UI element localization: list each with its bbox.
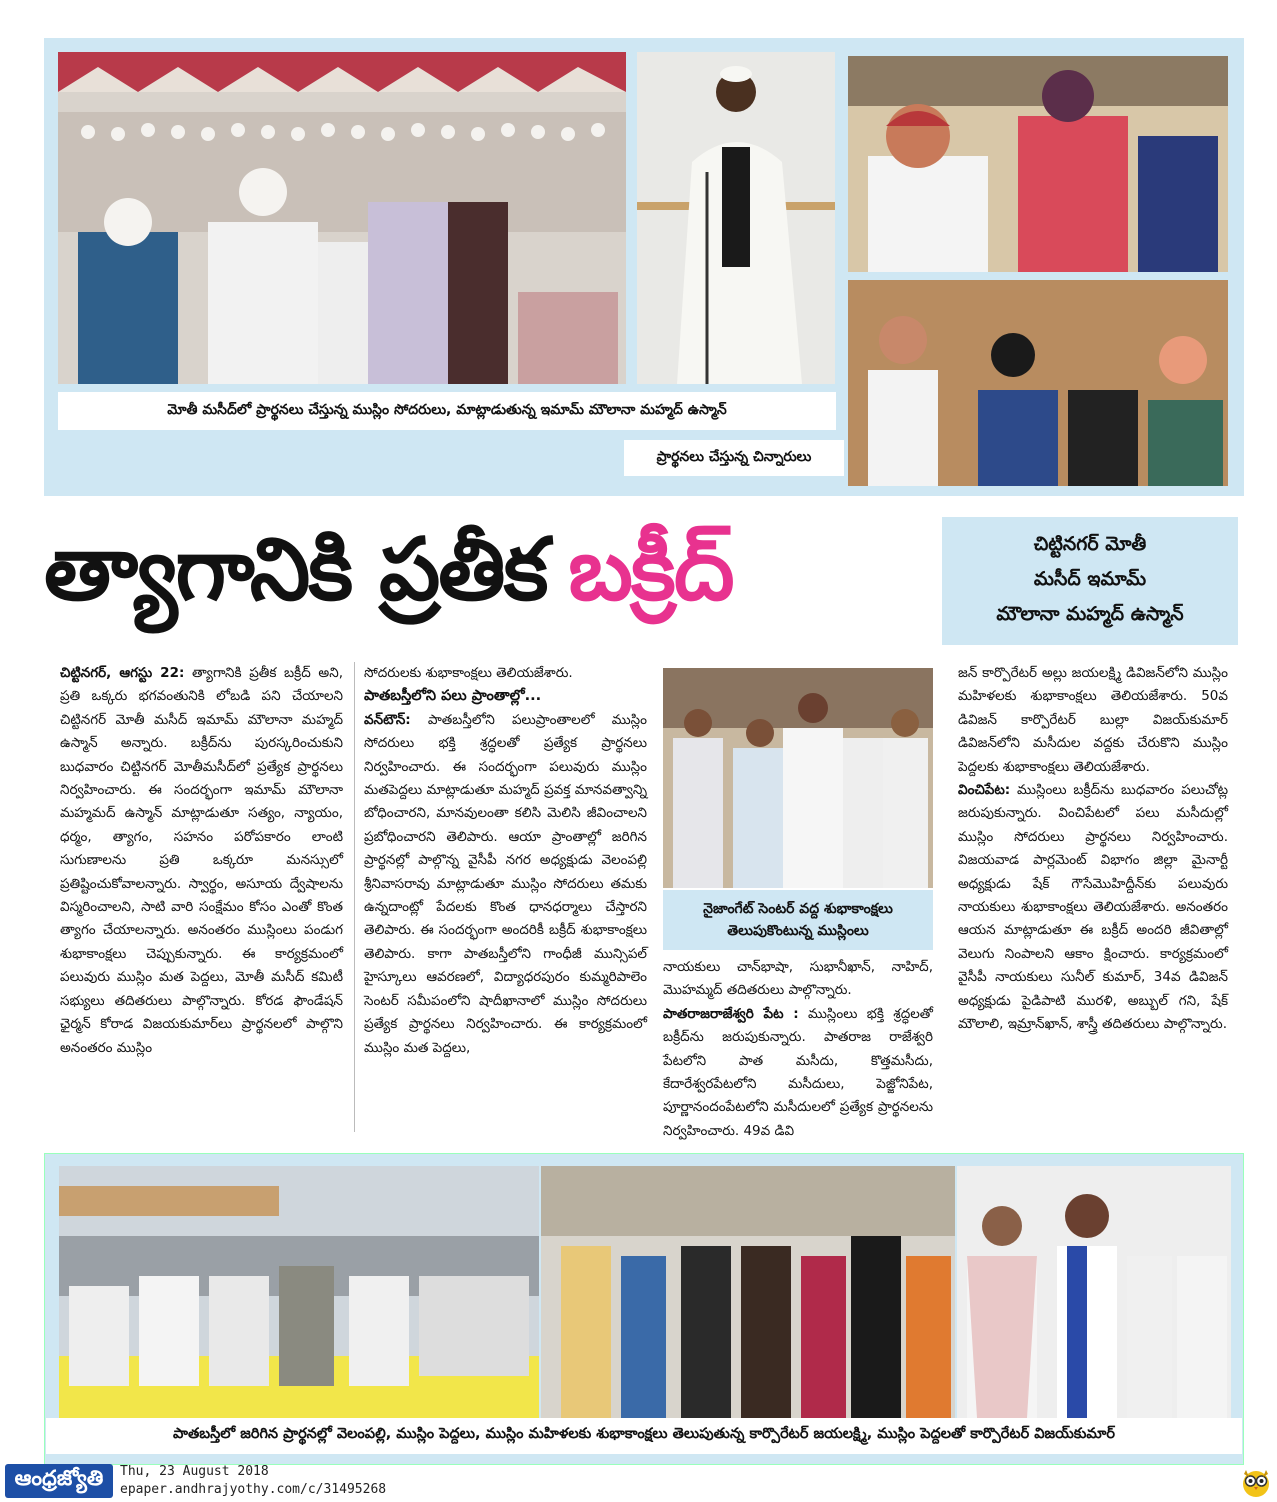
column-3-lead: నాయకులు చాన్‌భాషా, సుభానీఖాన్, నాహిద్, మొహమ్మద్ తదితరులు పాల్గొన్నారు. <box>663 959 933 999</box>
mid-photo-caption <box>663 890 933 950</box>
photo-oldcity-prayers <box>59 1166 539 1418</box>
epaper-url[interactable]: epaper.andhrajyothy.com/c/31495268 <box>120 1482 387 1497</box>
mid-caption-line-2: తెలుపుకొంటున్న ముస్లింలు <box>727 923 869 939</box>
sidebar-line-3: మౌలానా మహ్మద్ ఉస్మాన్ <box>996 602 1184 625</box>
column-2-lead: సోదరులకు శుభాకాంక్షలు తెలియజేశారు. <box>364 665 573 681</box>
photo-children-1 <box>848 56 1228 272</box>
column-1-text: త్యాగానికి ప్రతీక బక్రీద్ అని, ప్రతి ఒక్కరు భగవంతునికి లోబడి పని చేయాలని చిట్టినగర్ మోతీ మసీద్ ఇమామ్ మౌలానా మహ్మద్ ఉస్మాన్ అన్నారు. బక్రీద్‌ను పురస్కరించుకుని బుధవారం చిట్టినగర్ మోతీమసీద్‌లో ప్రత్యేక ప్రార్థనలు నిర్వహించారు. ఈ సందర్భంగా ఇమామ్ మౌలానా మహ్మమద్ ఉస్మాన్ మాట్లాడుతూ సత్యం, న్యాయం, ధర్మం, త్యాగం, సహనం పరోపకారం లాంటి సుగుణాలను ప్రతి ఒక్కరూ మనస్సులో ప్రతిష్టించుకోవాలన్నారు. స్వార్థం, అసూయ ద్వేషాలను విస్మరించాలని, సాటి వారి సంక్షేమం కోసం ఎంతో కొంత త్యాగం చేయాలన్నారు. అనంతరం ముస్లింలు పండుగ శుభాకాంక్షలు చెప్పుకున్నారు. ఈ కార్యక్రమంలో పలువురు ముస్లిం మత పెద్దలు, మోతీ మసీద్ కమిటీ సభ్యులు తదితరులు పాల్గొన్నారు. కోరడ ఫౌండేషన్ ఛైర్మన్ కోరాడ విజయకుమార్‌లు ప్రార్థనలలో పాల్గొని అనంతరం ముస్లిం <box>60 665 343 1056</box>
photo-crowd-prayer <box>58 52 626 384</box>
sidebar-highlight <box>942 517 1238 645</box>
column-2-dateline: వన్‌టౌన్: <box>364 711 411 728</box>
column-2-subhead: పాతబస్తీలోని పలు ప్రాంతాల్లో... <box>364 688 542 705</box>
top-caption-children: ప్రార్థనలు చేస్తున్న చిన్నారులు <box>624 440 844 476</box>
article-column-3 <box>663 956 933 1143</box>
article-column-1 <box>60 662 343 1060</box>
column-divider <box>354 662 355 1132</box>
photo-children-2 <box>848 280 1228 486</box>
top-photo-panel <box>44 38 1244 496</box>
publisher-logo: ఆంధ్రజ్యోతి <box>5 1464 113 1498</box>
bottom-caption: పాతబస్తీలో జరిగిన ప్రార్థనల్లో వెలంపల్లి, ముస్లిం పెద్దలు, ముస్లిం మహిళలకు శుభాకాంక్షలు తెలుపుతున్న కార్పొరేటర్ జయలక్ష్మి, ముస్లిం పెద్దలతో కార్పొరేటర్ విజయ్‌కుమార్ <box>46 1418 1242 1454</box>
column-4-text: ముస్లింలు బక్రీద్‌ను బుధవారం పలుచోట్ల జరుపుకున్నారు. వించిపేటలో పలు మసీదుల్లో ముస్లిం సోదరులు ప్రార్థనలు నిర్వహించారు. విజయవాడ పార్లమెంట్ విభాగం జిల్లా మైనార్టీ అధ్యక్షుడు షేక్ గౌసేమొహిద్దీన్‌కు పలువురు నాయకులు శుభాకాంక్షలు తెలియజేశారు. అనంతరం ఆయన మాట్లాడుతూ ఈ బక్రీద్ అందరి జీవితాల్లో వెలుగు నింపాలని ఆకాం క్షించారు. కార్యక్రమంలో వైసీపీ నాయకులు సునీల్ కుమార్, 34వ డివిజన్ అధ్యక్షుడు పైడిపాటి మురళి, అబ్బుల్ గని, షేక్ మౌలాలి, ఇమ్రాన్‌ఖాన్, శాస్త్రీ తదితరులు పాల్గొన్నారు. <box>958 782 1228 1033</box>
photo-corporator-elders <box>957 1166 1231 1418</box>
column-4-lead: జన్ కార్పొరేటర్ అల్లు జయలక్ష్మి డివిజన్‌లోని ముస్లిం మహిళలకు శుభాకాంక్షలు తెలియజేశారు. 50వ డివిజన్ కార్పొరేటర్ బుల్లా విజయ్‌కుమార్ డివిజన్‌లోని మసీదుల వద్దకు చేరుకొని ముస్లిం పెద్దలకు శుభాకాంక్షలు తెలియజేశారు. <box>958 665 1228 775</box>
article-column-4 <box>958 662 1228 1037</box>
sidebar-line-2: మసీద్ ఇమామ్ <box>1033 567 1147 590</box>
photo-women-greetings <box>541 1166 955 1418</box>
column-4-dateline: వించిపేట: <box>958 782 1011 799</box>
photo-nizamgate-greetings <box>663 668 933 888</box>
mid-caption-line-1: నైజాంగేట్ సెంటర్ వద్ద శుభాకాంక్షలు <box>703 901 893 917</box>
headline-accent: బక్రీద్ <box>568 519 733 620</box>
photo-imam-speaking <box>637 52 835 384</box>
column-3-paragraph <box>663 1003 933 1143</box>
headline <box>44 515 934 645</box>
sidebar-line-1: చిట్టినగర్ మోతీ <box>1033 532 1147 555</box>
column-2-paragraph <box>364 709 647 1060</box>
column-4-paragraph <box>958 779 1228 1036</box>
column-2-text: పాతబస్తీలోని పలుప్రాంతాలలో ముస్లిం సోదరులు భక్తి శ్రద్ధలతో ప్రత్యేక ప్రార్థనలు నిర్వహించారు. ఈ సందర్భంగా పలువురు ముస్లిం మతపెద్దలు మాట్లాడుతూ మహ్మద్ ప్రవక్త మానవత్వాన్ని బోధించారని, మానవులంతా కలిసి మెలిసి జీవించాలని ప్రబోధించారని తెలిపారు. ఆయా ప్రాంతాల్లో జరిగిన ప్రార్థనల్లో పాల్గొన్న వైసీపీ నగర అధ్యక్షుడు వెలంపల్లి శ్రీనివాసరావు మాట్లాడుతూ ముస్లిం సోదరులు తమకు ఉన్నదాంట్లో పేదలకు కొంత ధానధర్మాలు చేస్తారని తెలిపారు. ఈ సందర్భంగా అందరికీ బక్రీద్ శుభాకాంక్షలు తెలిపారు. కాగా పాతబస్తీలోని గాంధీజీ మున్సిపల్ హైస్కూలు ఆవరణలో, విద్యాధరపురం కుమ్మరిపాలెం సెంటర్ సమీపంలోని షాదీఖానాలో ముస్లిం సోదరులు ప్రత్యేక ప్రార్థనలు నిర్వహించారు. ఈ కార్యక్రమంలో ముస్లిం మత పెద్దలు, <box>364 711 647 1056</box>
edition-date: Thu, 23 August 2018 <box>120 1464 269 1479</box>
column-3-text: ముస్లింలు భక్తి శ్రద్ధలతో బక్రీద్‌ను జరుపుకున్నారు. పాతరాజ రాజేశ్వరి పేటలోని పాత మసీదు, కొత్తమసీదు, కేదారేశ్వరపేటలోని మసీదులు, పెజ్జోనిపేట, పూర్ణానందంపేటలోని మసీదులలో ప్రత్యేక ప్రార్థనలను నిర్వహించారు. 49వ డివి <box>663 1005 933 1139</box>
column-1-dateline: చిట్టినగర్, ఆగస్టు 22: <box>60 665 185 681</box>
article-column-2 <box>364 662 647 1060</box>
owl-icon <box>1240 1466 1272 1498</box>
top-caption-main: మోతీ మసీద్‌లో ప్రార్థనలు చేస్తున్న ముస్లిం సోదరులు, మాట్లాడుతున్న ఇమామ్ మౌలానా మహ్మద్ ఉస్మాన్ <box>58 392 836 430</box>
column-3-dateline: పాతరాజరాజేశ్వరి పేట : <box>663 1005 799 1022</box>
column-1-paragraph <box>60 662 343 1060</box>
headline-main: త్యాగానికి ప్రతీక <box>44 519 547 620</box>
